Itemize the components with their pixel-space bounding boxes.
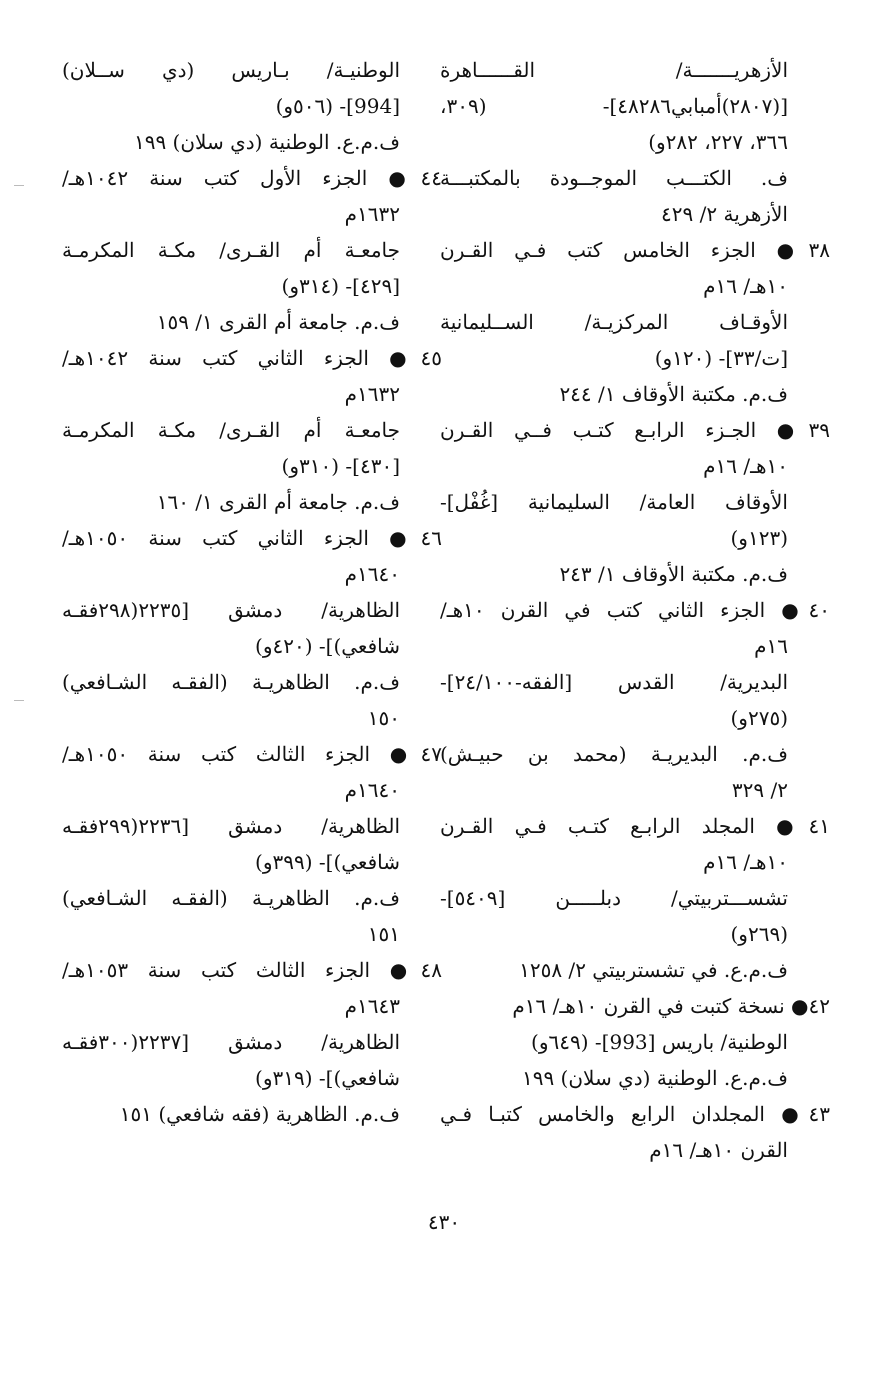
entry-line: ف.م.ع. الوطنية (دي سلان) ١٩٩	[521, 1066, 788, 1090]
entry-heading: ٤١● المجلد الرابـع كتـب فـي القـرن	[440, 814, 830, 838]
entry-line: [٤٢٩]- (٣١٤و)	[281, 274, 400, 298]
entry-line: ١٠هـ/ ١٦م	[703, 850, 788, 874]
left-column	[62, 52, 442, 1132]
entry-line: الظاهرية/ دمشق [٢٢٣٥(٢٩٨فقـه	[62, 598, 400, 622]
entry-line: ٣٦٦، ٢٢٧، ٢٨٢و)	[648, 130, 788, 154]
entry-line: ف.م. الظاهرية (فقه شافعي) ١٥١	[119, 1102, 400, 1126]
entry-line: جامعـة أم القـرى/ مكـة المكرمـة	[62, 238, 400, 262]
entry-line: [٤٣٠]- (٣١٠و)	[281, 454, 400, 478]
margin-mark	[14, 185, 24, 186]
entry-line: ف.م.ع. الوطنية (دي سلان) ١٩٩	[133, 130, 400, 154]
right-column	[440, 52, 830, 1168]
entry-heading: ٤٦● الجزء الثاني كتب سنة ١٠٥٠هـ/	[62, 526, 442, 550]
entry-line: ١٦٣٢م	[344, 382, 400, 406]
entry-line: ف.م. الظاهريـة (الفقـه الشـافعي)	[62, 670, 400, 694]
entry-heading: ٤٢● نسخة كتبت في القرن ١٠هـ/ ١٦م	[512, 994, 830, 1018]
entry-line: ف.م.ع. في تشستربيتي ٢/ ١٢٥٨	[519, 958, 788, 982]
entry-line: ف. الكتـــب الموجــودة بالمكتبـــة	[440, 166, 788, 190]
entry-line: الوطنية/ باريس [993]- (٦٤٩و)	[531, 1030, 788, 1054]
entry-line: الأوقـاف المركزيـة/ الســليمانية	[440, 310, 788, 334]
entry-heading: ٤٥● الجزء الثاني كتب سنة ١٠٤٢هـ/	[62, 346, 442, 370]
entry-line: شافعي)]- (٤٢٠و)	[255, 634, 400, 658]
entry-line: ١٥٠	[367, 706, 400, 730]
entry-line: شافعي)]- (٣٩٩و)	[255, 850, 400, 874]
entry-heading: ٤٨● الجزء الثالث كتب سنة ١٠٥٣هـ/	[62, 958, 442, 982]
entry-line: ١٦٤٠م	[344, 562, 400, 586]
entry-line: ١٥١	[367, 922, 400, 946]
entry-line: ف.م. جامعة أم القرى ١/ ١٥٩	[156, 310, 400, 334]
entry-line: ١٦٤٠م	[344, 778, 400, 802]
entry-heading: ٤٧● الجزء الثالث كتب سنة ١٠٥٠هـ/	[62, 742, 442, 766]
entry-line: الأوقاف العامة/ السليمانية [غُفْل]-	[440, 490, 788, 514]
entry-heading: ٣٨● الجزء الخامس كتب فـي القـرن	[440, 238, 830, 262]
entry-line: ف.م. مكتبة الأوقاف ١/ ٢٤٣	[559, 562, 788, 586]
entry-line: ١٠هـ/ ١٦م	[703, 274, 788, 298]
entry-line: ف.م. مكتبة الأوقاف ١/ ٢٤٤	[559, 382, 788, 406]
entry-line: ف.م. البديريـة (محمد بن حبيـش)	[440, 742, 788, 766]
entry-heading: ٤٣● المجلدان الرابع والخامس كتبـا فـي	[440, 1102, 830, 1126]
entry-line: (١٢٣و)	[730, 526, 788, 550]
margin-mark	[14, 700, 24, 701]
entry-heading: ٤٠● الجزء الثاني كتب في القرن ١٠هـ/	[440, 598, 830, 622]
entry-line: [ت/٣٣]- (١٢٠و)	[654, 346, 788, 370]
entry-line: ٢/ ٣٢٩	[731, 778, 788, 802]
entry-line: ١٠هـ/ ١٦م	[703, 454, 788, 478]
entry-line: الأزهريـــــــة/ القــــــاهرة	[440, 58, 788, 82]
entry-line: [994]- (٥٠٦و)	[275, 94, 400, 118]
entry-line: البديرية/ القدس [الفقه-٢٤/١٠٠]-	[440, 670, 788, 694]
entry-line: الظاهرية/ دمشق [٢٢٣٦(٢٩٩فقـه	[62, 814, 400, 838]
entry-line: (٢٦٩و)	[730, 922, 788, 946]
entry-heading: ٤٤● الجزء الأول كتب سنة ١٠٤٢هـ/	[62, 166, 442, 190]
entry-line: الظاهرية/ دمشق [٢٢٣٧(٣٠٠فقـه	[62, 1030, 400, 1054]
entry-line: الوطنيـة/ بـاريس (دي ســلان)	[62, 58, 400, 82]
entry-line: ١٦م	[754, 634, 788, 658]
entry-line: ف.م. جامعة أم القرى ١/ ١٦٠	[156, 490, 400, 514]
entry-line: تشســـتربيتي/ دبلـــــن [٥٤٠٩]-	[440, 886, 788, 910]
entry-line: الأزهرية ٢/ ٤٢٩	[661, 202, 788, 226]
entry-line: ١٦٤٣م	[344, 994, 400, 1018]
entry-line: [(٢٨٠٧)أمبابي٤٨٢٨٦]- (٣٠٩،	[440, 94, 788, 118]
entry-line: ١٦٣٢م	[344, 202, 400, 226]
entry-line: ف.م. الظاهريـة (الفقـه الشـافعي)	[62, 886, 400, 910]
entry-line: جامعـة أم القـرى/ مكـة المكرمـة	[62, 418, 400, 442]
page-number: ٤٣٠	[427, 1210, 461, 1234]
entry-line: القرن ١٠هـ/ ١٦م	[649, 1138, 788, 1162]
entry-line: (٢٧٥و)	[730, 706, 788, 730]
entry-line: شافعي)]- (٣١٩و)	[255, 1066, 400, 1090]
entry-heading: ٣٩● الجـزء الرابـع كتـب فــي القـرن	[440, 418, 830, 442]
